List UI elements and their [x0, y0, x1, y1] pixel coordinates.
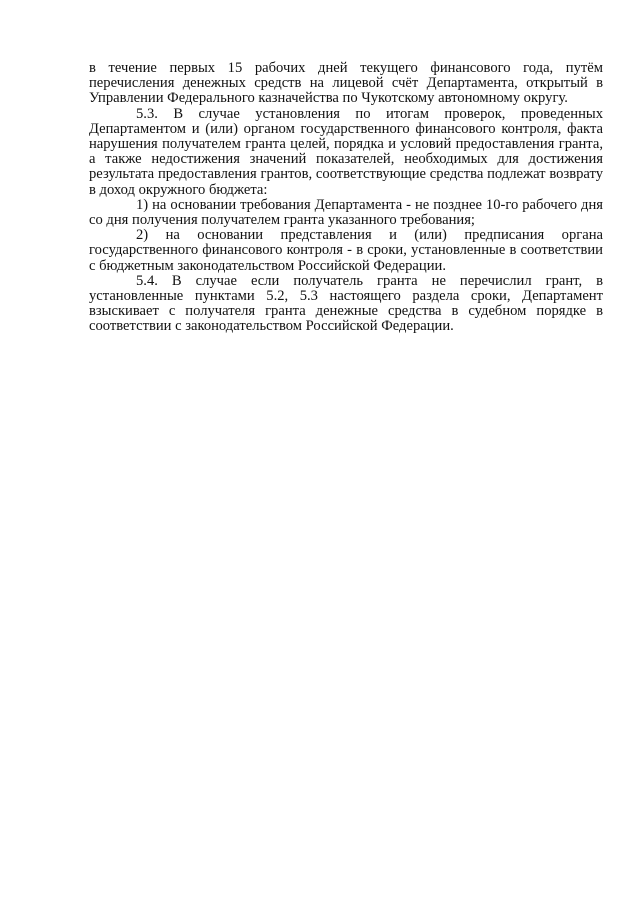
paragraph-clause-5-3-item-1: 1) на основании требования Департамента - не позднее 10-го рабочего дня со дня получения получателем гранта указанного требования; [89, 196, 603, 229]
paragraph-clause-5-3: 5.3. В случае установления по итогам проверок, проведенных Департаментом и (или) органом государственного финансового контроля, факта нарушения получателем гранта целей, порядка и условий предоставления гранта, а также недостижения значений показателей, необходимых для достижения результата предоставления грантов, соответствующие средства подлежат возврату в доход окружного бюджета: [89, 105, 603, 198]
paragraph-continuation: в течение первых 15 рабочих дней текущего финансового года, путём перечисления денежных средств на лицевой счёт Департамента, открытый в Управлении Федерального казначейства по Чукотскому автономному округу. [89, 60, 603, 107]
paragraph-clause-5-3-item-2: 2) на основании представления и (или) предписания органа государственного финансового контроля - в сроки, установленные в соответствии с бюджетным законодательством Российской Федерации. [89, 227, 603, 274]
paragraph-clause-5-4: 5.4. В случае если получатель гранта не перечислил грант, в установленные пунктами 5.2, 5.3 настоящего раздела сроки, Департамент взыскивает с получателя гранта денежные средства в судебном порядке в соответствии с законодательством Российской Федерации. [89, 272, 603, 335]
document-page [89, 61, 603, 335]
